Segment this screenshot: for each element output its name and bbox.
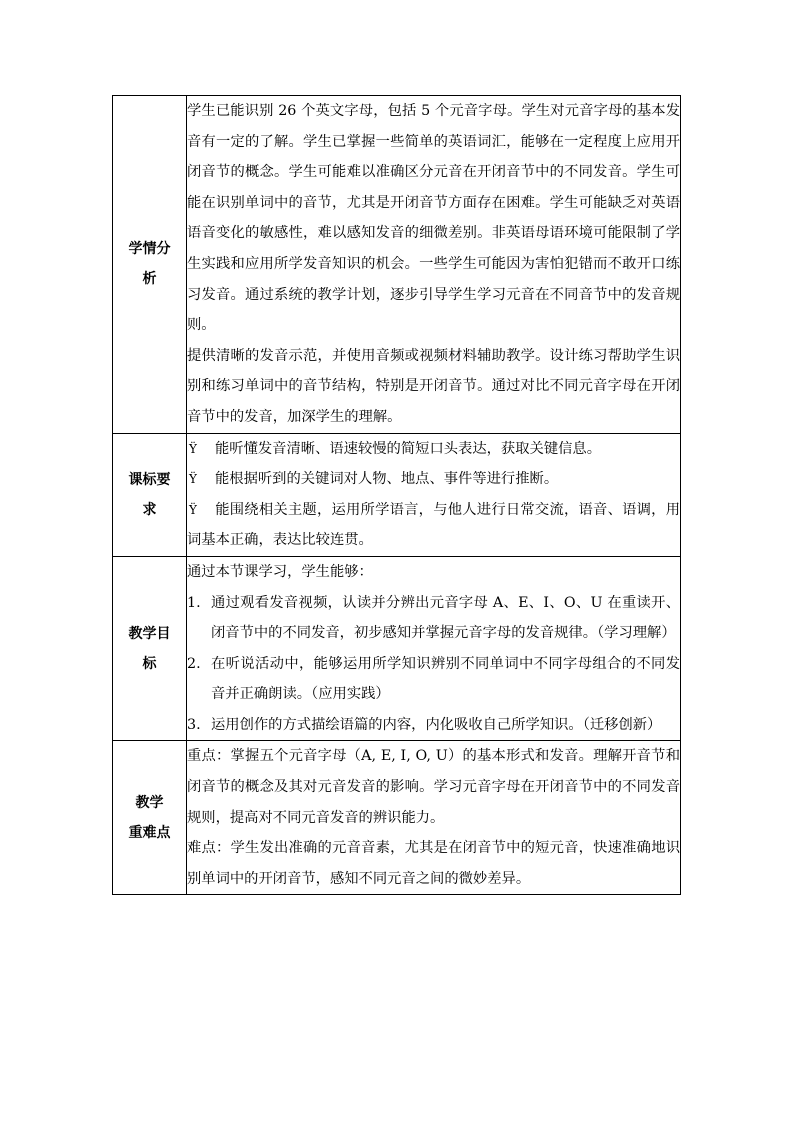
table-row-teaching-objectives xyxy=(113,556,681,741)
list-item: Ÿ 能听懂发音清晰、语速较慢的简短口头表达，获取关键信息。 xyxy=(187,434,680,465)
teaching-objectives-content xyxy=(187,556,681,741)
curriculum-requirements-content xyxy=(187,433,681,556)
paragraph: 重点：掌握五个元音字母（A, E, I, O, U）的基本形式和发音。理解开音节和闭音节的概念及其对元音发音的影响。学习元音字母在开闭音节中的不同发音规则，提高对不同元音发音的辨识能力。 xyxy=(187,748,680,826)
objectives-intro: 通过本节课学习，学生能够： xyxy=(187,563,373,580)
paragraph: 提供清晰的发音示范，并使用音频或视频材料辅助教学。设计练习帮助学生识别和练习单词中的音节结构，特别是开闭音节。通过对比不同元音字母在开闭音节中的发音，加深学生的理解。 xyxy=(187,347,680,425)
paragraph: 难点：学生发出准确的元音音素，尤其是在闭音节中的短元音，快速准确地识别单词中的开闭音节，感知不同元音之间的微妙差异。 xyxy=(187,840,680,887)
lesson-plan-table xyxy=(112,95,681,895)
list-item: 2. 在听说活动中，能够运用所学知识辨别不同单词中不同字母组合的不同发音并正确朗读。（应用实践） xyxy=(187,655,680,703)
table-row-key-difficult-points xyxy=(113,741,681,895)
row-label-key-difficult-points: 教学 重难点 xyxy=(113,741,187,895)
bullet-icon: Ÿ xyxy=(189,472,197,487)
row-label-teaching-objectives: 教学目 标 xyxy=(113,556,187,741)
table-row-curriculum-requirements xyxy=(113,433,681,556)
list-item: 1. 通过观看发音视频，认读并分辨出元音字母 A、E、I、O、U 在重读开、闭音节中的不同发音，初步感知并掌握元音字母的发音规律。（学习理解） xyxy=(187,594,680,642)
list-item: Ÿ 能围绕相关主题，运用所学语言，与他人进行日常交流，语音、语调，用词基本正确，表达比较连贯。 xyxy=(187,495,680,556)
table-row-student-analysis xyxy=(113,96,681,434)
student-analysis-content xyxy=(187,96,681,434)
key-difficult-points-content xyxy=(187,741,681,895)
row-label-curriculum-requirements: 课标要 求 xyxy=(113,433,187,556)
bullet-icon: Ÿ xyxy=(189,502,197,517)
paragraph: 学生已能识别 26 个英文字母，包括 5 个元音字母。学生对元音字母的基本发音有一定的了解。学生已掌握一些简单的英语词汇，能够在一定程度上应用开闭音节的概念。学生可能难以准确区分元音在开闭音节中的不同发音。学生可能在识别单词中的音节，尤其是开闭音节方面存在困难。学生可能缺乏对英语语音变化的敏感性，难以感知发音的细微差别。非英语母语环境可能限制了学生实践和应用所学发音知识的机会。一些学生可能因为害怕犯错而不敢开口练习发音。通过系统的教学计划，逐步引导学生学习元音在不同音节中的发音规则。 xyxy=(187,103,680,334)
list-item: Ÿ 能根据听到的关键词对人物、地点、事件等进行推断。 xyxy=(187,464,680,495)
row-label-student-analysis: 学情分 析 xyxy=(113,96,187,434)
list-item: 3. 运用创作的方式描绘语篇的内容，内化吸收自己所学知识。（迁移创新） xyxy=(187,716,662,733)
bullet-icon: Ÿ xyxy=(189,441,197,456)
